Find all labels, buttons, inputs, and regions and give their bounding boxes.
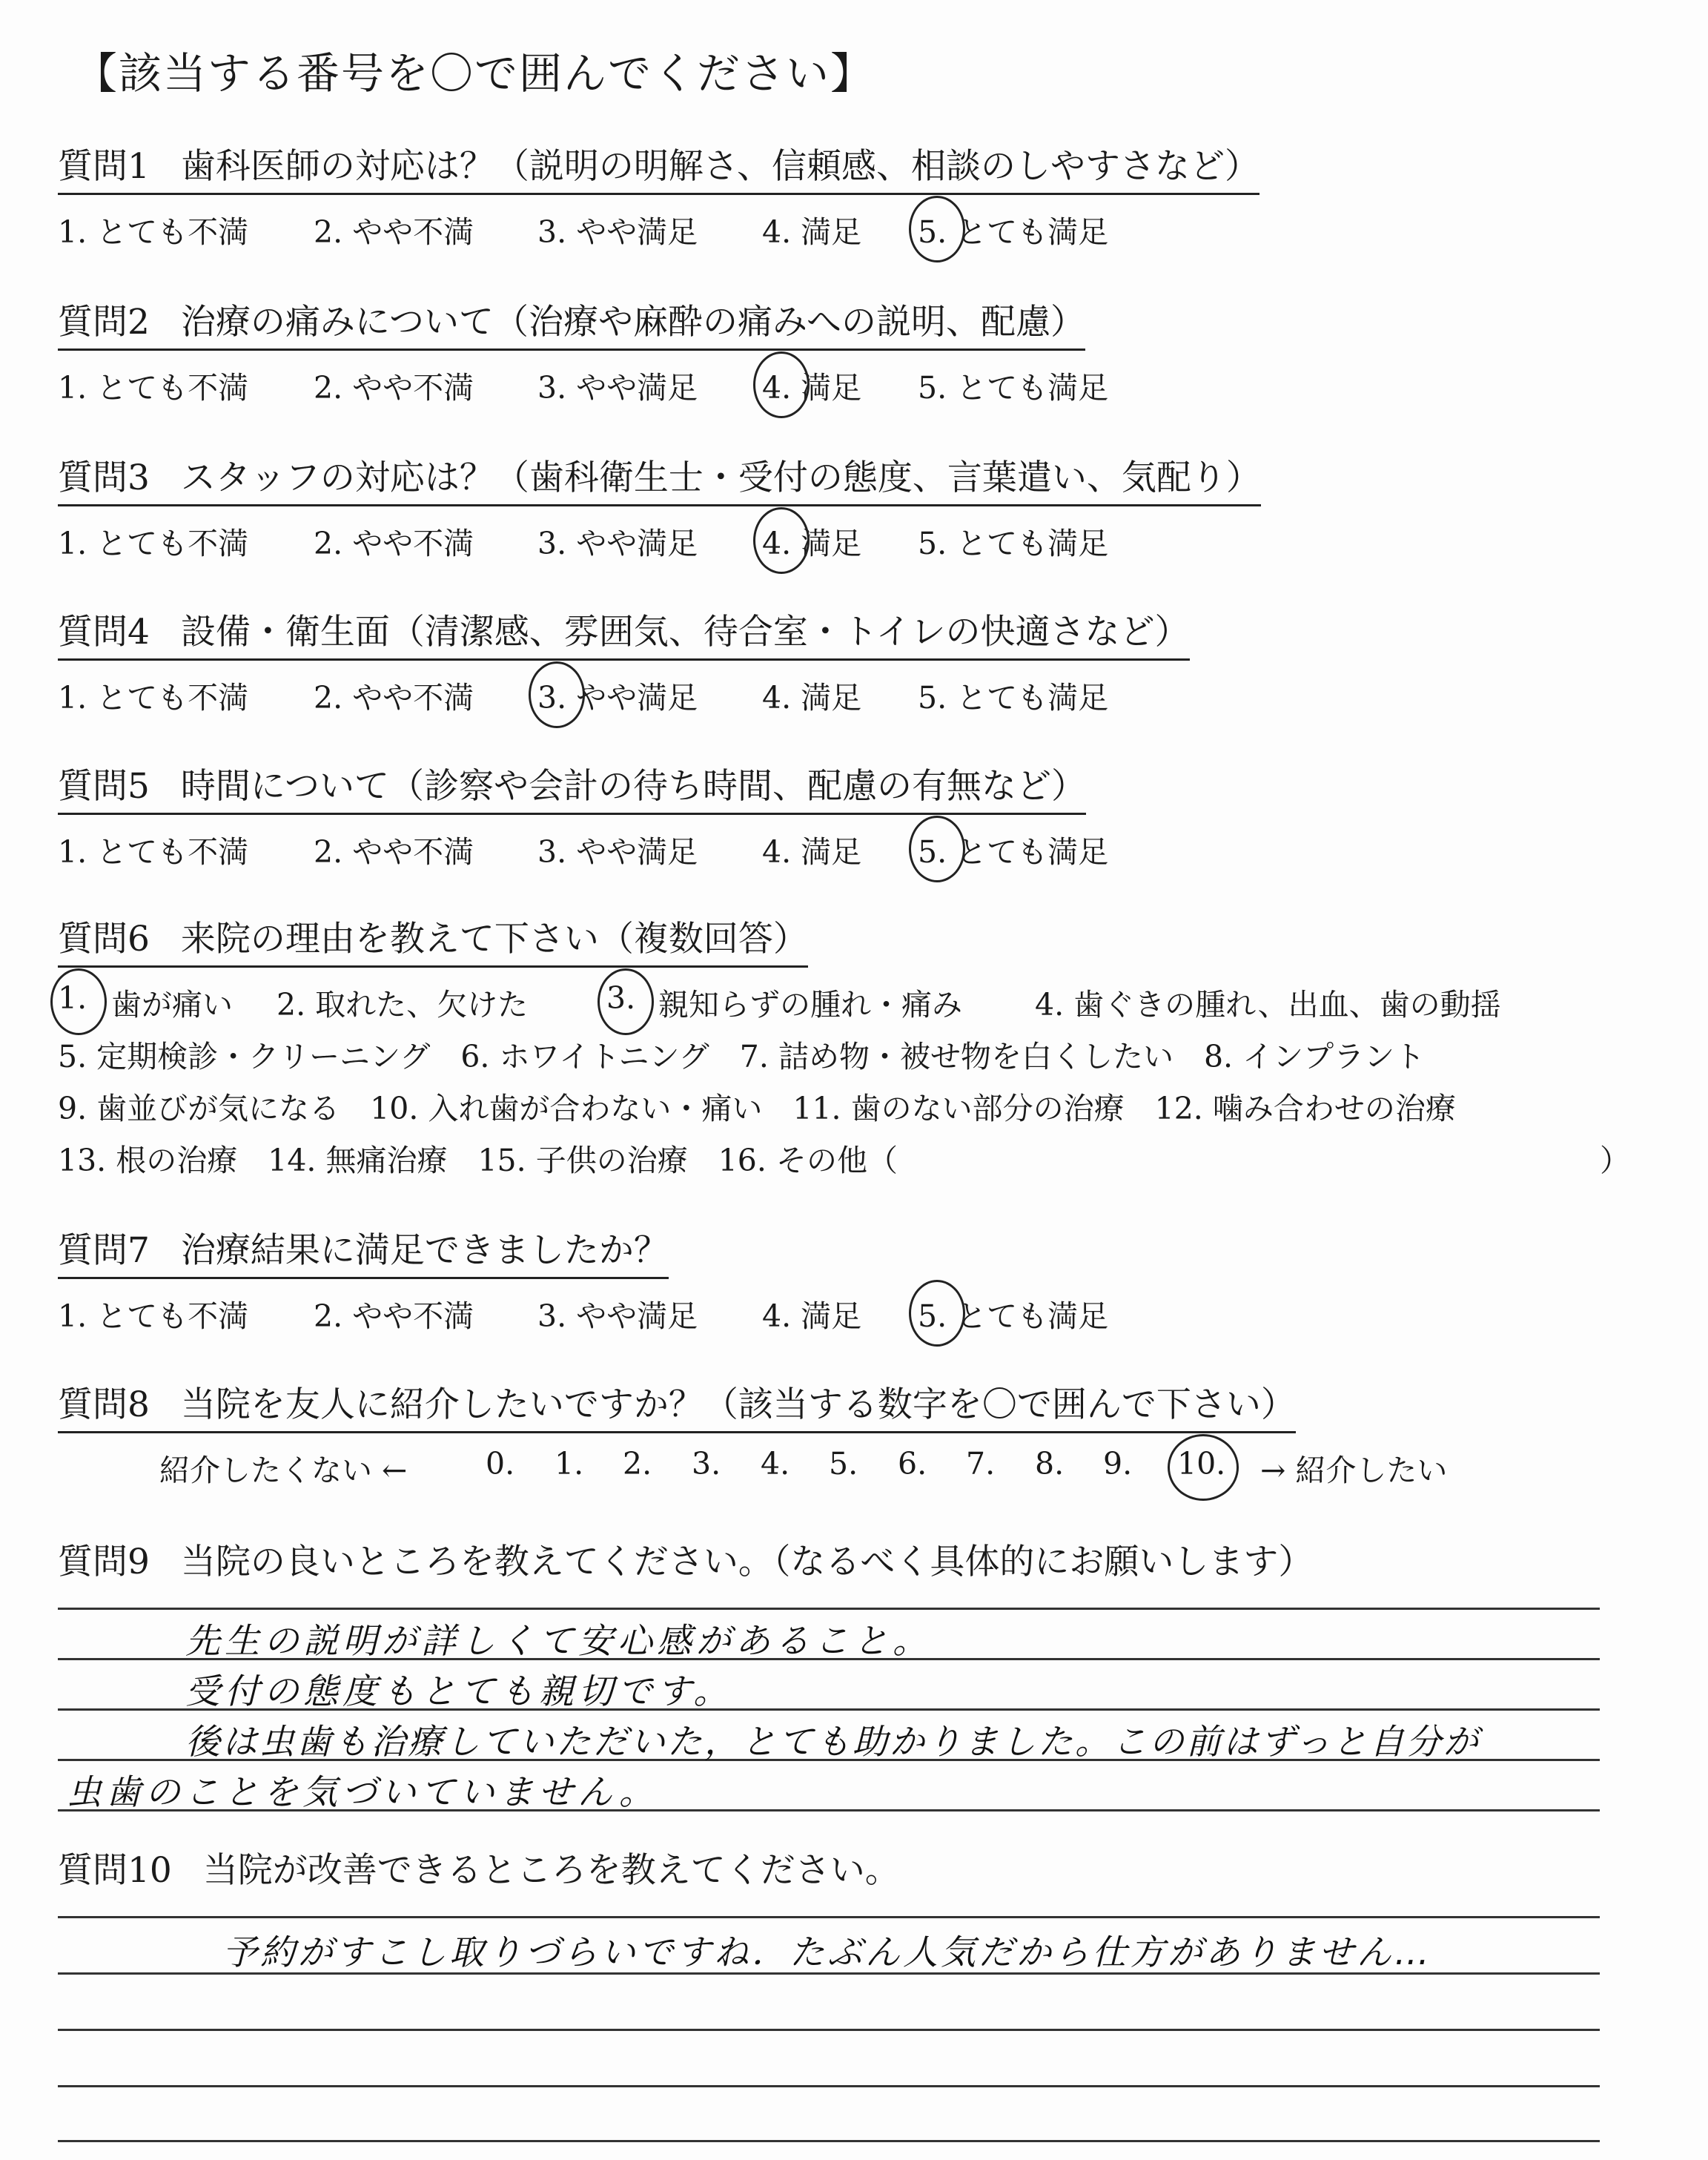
answer-rule <box>58 2029 1600 2031</box>
question-number: 質問7 <box>58 1230 150 1271</box>
question-number: 質問6 <box>58 919 150 960</box>
scale-value-8[interactable]: 8. <box>1035 1446 1065 1482</box>
option-5[interactable]: 5. とても満足 <box>918 680 1109 716</box>
option-2[interactable]: 2. やや不満 <box>314 214 474 250</box>
answer-rule <box>58 2085 1600 2087</box>
scale-left-label: 紹介したくない ← <box>159 1453 408 1488</box>
scale-value-1[interactable]: 1. <box>555 1446 584 1482</box>
scale-value-10[interactable]: 10. <box>1177 1446 1226 1482</box>
selection-circle <box>598 968 654 1035</box>
option-2[interactable]: 2. やや不満 <box>314 370 474 406</box>
option-4[interactable]: 4. 満足 <box>762 834 862 870</box>
option-3[interactable]: 3. やや満足 <box>537 834 698 870</box>
other-close-paren: ） <box>1600 1143 1630 1178</box>
question-5 <box>58 767 1086 815</box>
question-8 <box>58 1385 1296 1433</box>
question-text: 設備・衛生面（清潔感、雰囲気、待合室・トイレの快適さなど） <box>180 612 1190 653</box>
question-6 <box>58 919 808 968</box>
option-1[interactable]: 1. とても不満 <box>58 1298 249 1334</box>
question-4 <box>58 612 1190 661</box>
option-1[interactable]: 1. とても不満 <box>58 526 249 561</box>
reason-1-number[interactable]: 1. <box>58 980 87 1016</box>
reason-3-label[interactable]: 親知らずの腫れ・痛み <box>658 987 962 1023</box>
question-7 <box>58 1231 669 1279</box>
question-text: 来院の理由を教えて下さい（複数回答） <box>180 919 808 960</box>
question-number: 質問4 <box>58 612 150 653</box>
scale-right-label: → 紹介したい <box>1260 1453 1448 1488</box>
selection-circle <box>753 507 810 574</box>
option-5[interactable]: 5. とても満足 <box>918 526 1109 561</box>
page-title: 【該当する番号を〇で囲んでください】 <box>74 48 875 99</box>
handwritten-answer-line: 先生の説明が詳しくて安心感があること。 <box>185 1621 932 1662</box>
option-5[interactable]: 5. とても満足 <box>918 1298 1109 1334</box>
question-number: 質問8 <box>58 1384 150 1425</box>
reason-3-number[interactable]: 3. <box>606 980 636 1016</box>
question-number: 質問3 <box>58 458 150 498</box>
answer-rule <box>58 1916 1600 1918</box>
question-text: 当院の良いところを教えてください。（なるべく具体的にお願いします） <box>180 1542 1314 1582</box>
selection-circle <box>753 351 810 418</box>
option-4[interactable]: 4. 満足 <box>762 370 862 406</box>
scale-value-2[interactable]: 2. <box>623 1446 652 1482</box>
option-2[interactable]: 2. やや不満 <box>314 834 474 870</box>
scale-value-6[interactable]: 6. <box>898 1446 927 1482</box>
question-text: スタッフの対応は？（歯科衛生士・受付の態度、言葉遣い、気配り） <box>180 458 1261 498</box>
option-2[interactable]: 2. やや不満 <box>314 526 474 561</box>
question-number: 質問10 <box>58 1850 172 1891</box>
reason-1-label[interactable]: 歯が痛い <box>111 987 233 1023</box>
option-2[interactable]: 2. やや不満 <box>314 1298 474 1334</box>
option-1[interactable]: 1. とても不満 <box>58 370 249 406</box>
selection-circle <box>50 968 107 1035</box>
option-1[interactable]: 1. とても不満 <box>58 680 249 716</box>
question-number: 質問1 <box>58 146 150 187</box>
reason-4[interactable]: 4. 歯ぐきの腫れ、出血、歯の動揺 <box>1035 987 1501 1023</box>
question-text: 時間について（診察や会計の待ち時間、配慮の有無など） <box>180 766 1086 807</box>
answer-rule <box>58 2140 1600 2142</box>
scale-value-9[interactable]: 9. <box>1103 1446 1133 1482</box>
question-1 <box>58 147 1260 195</box>
option-4[interactable]: 4. 満足 <box>762 214 862 250</box>
question-text: 治療結果に満足できましたか？ <box>180 1230 669 1271</box>
scale-value-4[interactable]: 4. <box>761 1446 790 1482</box>
option-1[interactable]: 1. とても不満 <box>58 214 249 250</box>
scale-value-3[interactable]: 3. <box>692 1446 721 1482</box>
option-5[interactable]: 5. とても満足 <box>918 834 1109 870</box>
question-text: 当院が改善できるところを教えてください。 <box>202 1850 900 1891</box>
question-3 <box>58 458 1261 506</box>
selection-circle <box>1168 1434 1239 1501</box>
question-number: 質問9 <box>58 1542 150 1582</box>
referral-scale <box>0 1446 1708 1490</box>
question-text: 治療の痛みについて（治療や麻酔の痛みへの説明、配慮） <box>180 302 1086 343</box>
question-10 <box>58 1851 900 1897</box>
q6-line-4-text: 13. 根の治療 14. 無痛治療 15. 子供の治療 16. その他（ <box>58 1143 898 1178</box>
option-3[interactable]: 3. やや満足 <box>537 1298 698 1334</box>
option-1[interactable]: 1. とても不満 <box>58 834 249 870</box>
option-3[interactable]: 3. やや満足 <box>537 370 698 406</box>
question-2 <box>58 303 1085 351</box>
option-5[interactable]: 5. とても満足 <box>918 370 1109 406</box>
option-5[interactable]: 5. とても満足 <box>918 214 1109 250</box>
handwritten-answer-line: 予約がすこし取りづらいですね．たぶん人気だから仕方がありません… <box>222 1932 1432 1973</box>
option-4[interactable]: 4. 満足 <box>762 1298 862 1334</box>
scale-value-5[interactable]: 5. <box>829 1446 858 1482</box>
question-text: 当院を友人に紹介したいですか？（該当する数字を〇で囲んで下さい） <box>180 1384 1296 1425</box>
option-4[interactable]: 4. 満足 <box>762 680 862 716</box>
question-text: 歯科医師の対応は？（説明の明解さ、信頼感、相談のしやすさなど） <box>180 146 1260 187</box>
selection-circle <box>909 196 965 262</box>
option-3[interactable]: 3. やや満足 <box>537 214 698 250</box>
q6-line-3[interactable]: 9. 歯並びが気になる 10. 入れ歯が合わない・痛い 11. 歯のない部分の治療 12. 噛み合わせの治療 <box>58 1091 1456 1126</box>
question-number: 質問2 <box>58 302 150 343</box>
selection-circle <box>529 661 585 728</box>
handwritten-answer-line: 受付の態度もとても親切です。 <box>185 1671 733 1712</box>
handwritten-answer-line: 虫歯のことを気づいていません。 <box>67 1772 658 1813</box>
scale-value-0[interactable]: 0. <box>486 1446 515 1482</box>
answer-rule <box>58 1608 1600 1610</box>
option-3[interactable]: 3. やや満足 <box>537 526 698 561</box>
handwritten-answer-line: 後は虫歯も治療していただいた，とても助かりました。この前はずっと自分が <box>185 1722 1481 1763</box>
option-4[interactable]: 4. 満足 <box>762 526 862 561</box>
selection-circle <box>909 1280 965 1347</box>
scale-value-7[interactable]: 7. <box>966 1446 996 1482</box>
option-2[interactable]: 2. やや不満 <box>314 680 474 716</box>
reason-2[interactable]: 2. 取れた、欠けた <box>277 987 529 1023</box>
question-9 <box>58 1542 1313 1588</box>
question-number: 質問5 <box>58 766 150 807</box>
option-3[interactable]: 3. やや満足 <box>537 680 698 716</box>
q6-line-4[interactable] <box>58 1136 1630 1180</box>
selection-circle <box>909 816 965 882</box>
q6-line-2[interactable]: 5. 定期検診・クリーニング 6. ホワイトニング 7. 詰め物・被せ物を白くしたい 8. インプラント <box>58 1039 1426 1074</box>
